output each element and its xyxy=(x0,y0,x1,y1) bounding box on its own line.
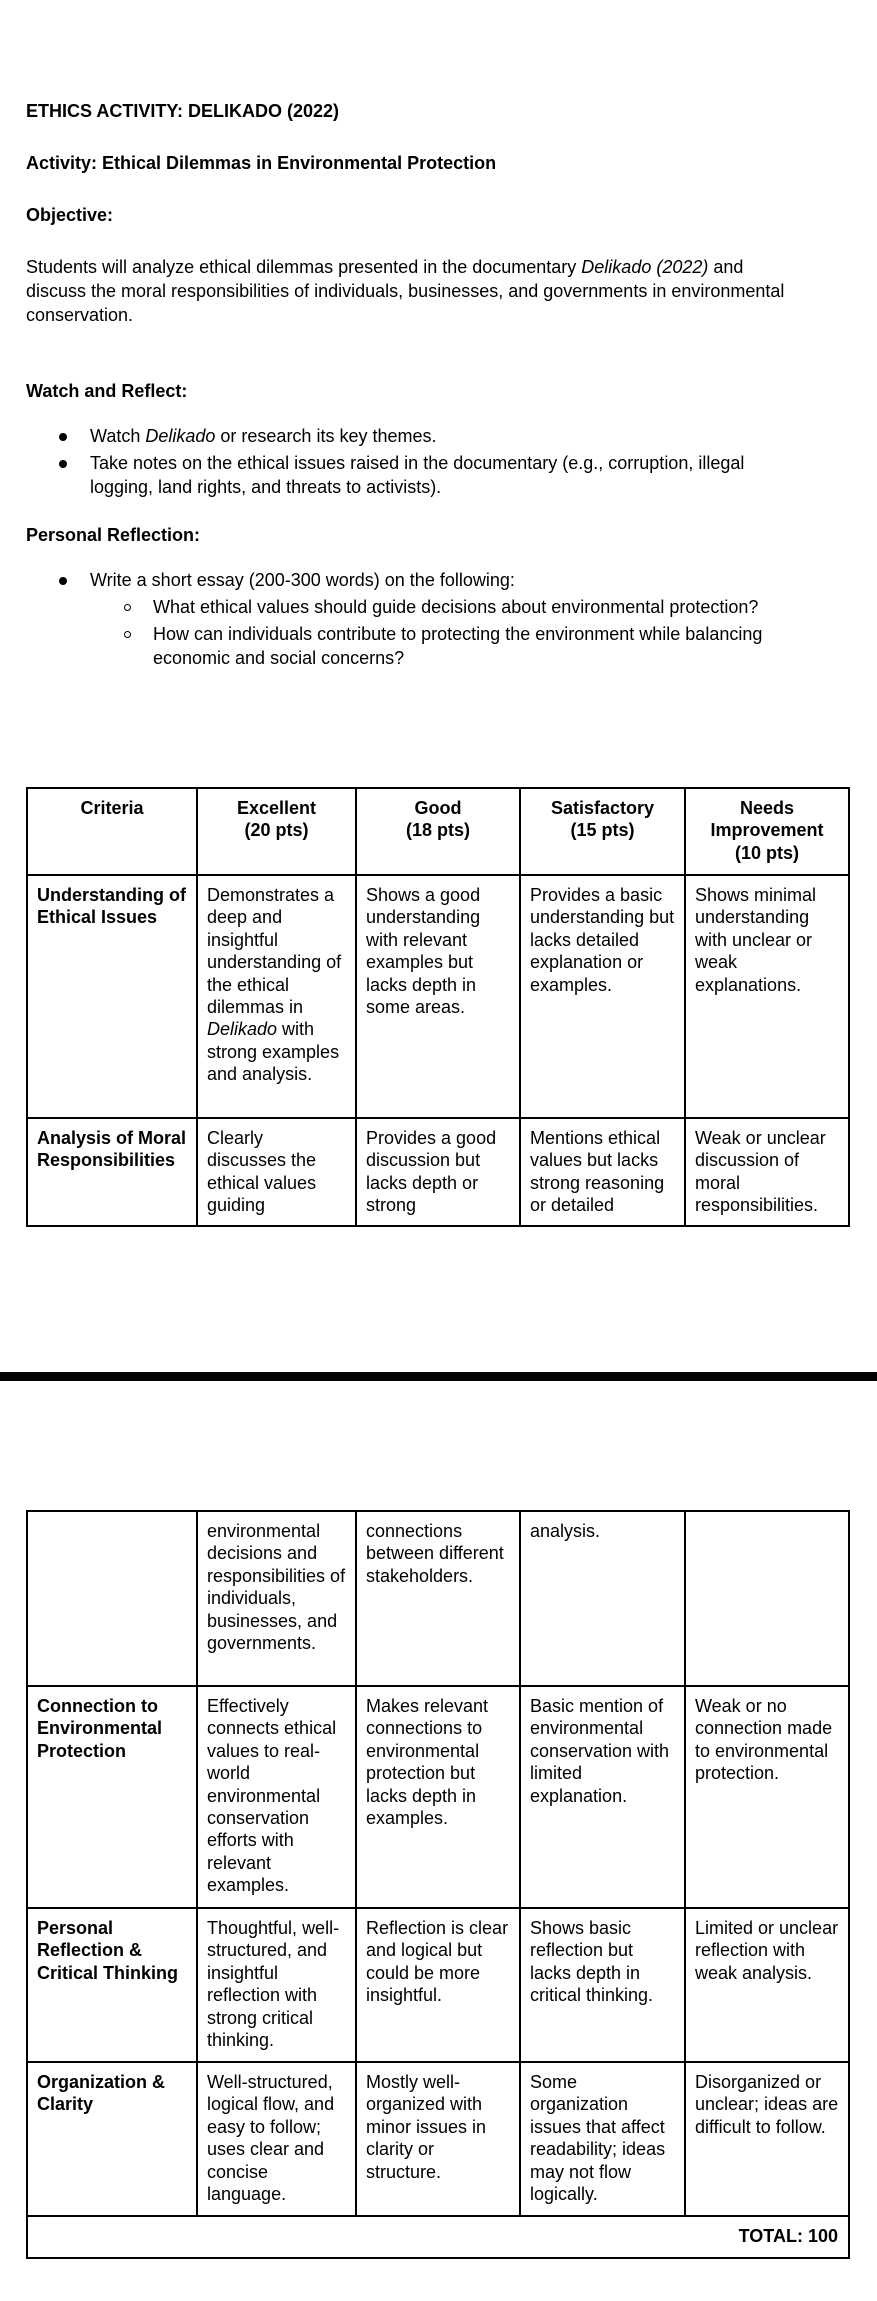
rubric-row-analysis-continued xyxy=(27,1511,849,1686)
satisfactory-cell: Some organization issues that affect readability; ideas may not flow logically. xyxy=(520,2062,685,2216)
excellent-cell: Effectively connects ethical values to real-world environmental conservation efforts with relevant examples. xyxy=(197,1686,356,1908)
good-cell: Provides a good discussion but lacks depth or strong xyxy=(356,1118,520,1226)
header-label: Improvement xyxy=(710,820,824,841)
watch-text: or research its key themes. xyxy=(215,426,437,446)
rubric-row-reflection xyxy=(27,1908,849,2062)
sub-bullet-icon xyxy=(124,631,131,638)
objective-heading: Objective: xyxy=(26,205,114,225)
criteria-cell: Analysis of Moral Responsibilities xyxy=(27,1118,197,1226)
reflection-subitem-1: What ethical values should guide decisions about environmental protection? xyxy=(153,597,759,617)
bullet-icon xyxy=(59,460,67,468)
header-criteria xyxy=(27,788,197,875)
criteria-cell: Connection to Environmental Protection xyxy=(27,1686,197,1908)
watch-item-1 xyxy=(90,425,437,448)
reflection-item: Write a short essay (200-300 words) on the following: xyxy=(90,570,515,590)
objective-paragraph-line2: discuss the moral responsibilities of individuals, businesses, and governments in environmental xyxy=(26,281,785,301)
excellent-cell: Thoughtful, well-structured, and insightful reflection with strong critical thinking. xyxy=(197,1908,356,2062)
sub-bullet-icon xyxy=(124,604,131,611)
cell-text: with strong examples and analysis. xyxy=(207,1019,340,1085)
header-points: (10 pts) xyxy=(734,842,799,863)
rubric-row-analysis xyxy=(27,1118,849,1226)
rubric-table-part1 xyxy=(26,787,850,1227)
rubric-table-part2 xyxy=(26,1510,850,2259)
satisfactory-cell: Mentions ethical values but lacks strong reasoning or detailed xyxy=(520,1118,685,1226)
good-cell: Makes relevant connections to environmental protection but lacks depth in examples. xyxy=(356,1686,520,1908)
page-2 xyxy=(0,1381,877,2301)
objective-text: Students will analyze ethical dilemmas presented in the documentary xyxy=(26,257,582,277)
criteria-cell xyxy=(27,1511,197,1686)
excellent-cell: Well-structured, logical flow, and easy to follow; uses clear and concise language. xyxy=(197,2062,356,2216)
reflection-heading: Personal Reflection: xyxy=(26,525,201,545)
rubric-row-organization xyxy=(27,2062,849,2216)
criteria-cell: Understanding of Ethical Issues xyxy=(27,875,197,1118)
needs-improvement-cell: Shows minimal understanding with unclear or weak explanations. xyxy=(685,875,849,1118)
header-label: Criteria xyxy=(80,798,144,818)
rubric-total-row xyxy=(27,2216,849,2258)
header-good xyxy=(356,788,520,875)
activity-heading: Activity: Ethical Dilemmas in Environmental Protection xyxy=(26,153,497,173)
bullet-icon xyxy=(59,577,67,585)
needs-improvement-cell xyxy=(685,1511,849,1686)
header-points: (20 pts) xyxy=(244,820,309,841)
header-needs-improvement xyxy=(685,788,849,875)
header-excellent xyxy=(197,788,356,875)
bullet-icon xyxy=(59,433,67,441)
needs-improvement-cell: Disorganized or unclear; ideas are difficult to follow. xyxy=(685,2062,849,2216)
satisfactory-cell: Basic mention of environmental conservation with limited explanation. xyxy=(520,1686,685,1908)
watch-item-2-line2: logging, land rights, and threats to activists). xyxy=(90,477,442,497)
watch-item-2-line1: Take notes on the ethical issues raised in the documentary (e.g., corruption, illegal xyxy=(90,453,745,473)
header-label: Good xyxy=(414,798,462,818)
satisfactory-cell: Provides a basic understanding but lacks detailed explanation or examples. xyxy=(520,875,685,1118)
objective-text: and xyxy=(708,257,744,277)
header-label: Excellent xyxy=(236,798,317,818)
header-points: (18 pts) xyxy=(405,820,470,841)
total-score: TOTAL: 100 xyxy=(27,2216,849,2258)
rubric-row-connection xyxy=(27,1686,849,1908)
needs-improvement-cell: Limited or unclear reflection with weak analysis. xyxy=(685,1908,849,2062)
watch-text: Watch xyxy=(90,426,146,446)
page-break-divider xyxy=(0,1372,877,1381)
satisfactory-cell: Shows basic reflection but lacks depth in critical thinking. xyxy=(520,1908,685,2062)
header-label: Needs xyxy=(739,798,795,818)
needs-improvement-cell: Weak or unclear discussion of moral responsibilities. xyxy=(685,1118,849,1226)
objective-paragraph-line3: conservation. xyxy=(26,305,134,325)
needs-improvement-cell: Weak or no connection made to environmental protection. xyxy=(685,1686,849,1908)
cell-text: Demonstrates a deep and insightful understanding of the ethical dilemmas in xyxy=(207,885,342,1018)
header-satisfactory xyxy=(520,788,685,875)
criteria-cell: Organization & Clarity xyxy=(27,2062,197,2216)
rubric-header-row xyxy=(27,788,849,875)
excellent-cell xyxy=(197,875,356,1118)
reflection-subitem-2-line2: economic and social concerns? xyxy=(153,648,405,668)
good-cell: Shows a good understanding with relevant examples but lacks depth in some areas. xyxy=(356,875,520,1118)
watch-heading: Watch and Reflect: xyxy=(26,381,188,401)
excellent-cell: environmental decisions and responsibilities of individuals, businesses, and governments. xyxy=(197,1511,356,1686)
good-cell: connections between different stakeholders. xyxy=(356,1511,520,1686)
film-title-italic: Delikado (2022) xyxy=(581,257,709,277)
rubric-row-understanding xyxy=(27,875,849,1118)
satisfactory-cell: analysis. xyxy=(520,1511,685,1686)
good-cell: Reflection is clear and logical but could be more insightful. xyxy=(356,1908,520,2062)
film-title-italic: Delikado xyxy=(145,426,216,446)
document-title: ETHICS ACTIVITY: DELIKADO (2022) xyxy=(26,101,340,121)
film-title-italic: Delikado xyxy=(207,1019,278,1040)
criteria-cell: Personal Reflection & Critical Thinking xyxy=(27,1908,197,2062)
good-cell: Mostly well-organized with minor issues in clarity or structure. xyxy=(356,2062,520,2216)
header-points: (15 pts) xyxy=(570,820,635,841)
objective-paragraph-line1 xyxy=(26,256,743,279)
header-label: Satisfactory xyxy=(550,798,655,818)
reflection-subitem-2-line1: How can individuals contribute to protecting the environment while balancing xyxy=(153,624,763,644)
excellent-cell: Clearly discusses the ethical values guiding xyxy=(197,1118,356,1226)
